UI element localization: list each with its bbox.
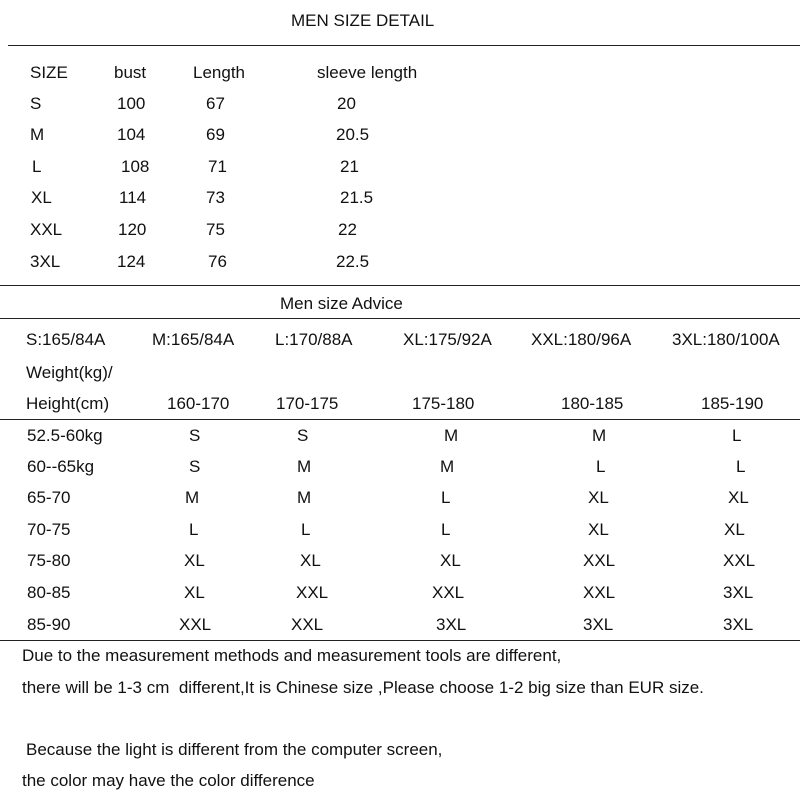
weight-cell: 60--65kg bbox=[27, 457, 95, 476]
size-cell: L bbox=[301, 520, 311, 539]
bust-cell: 124 bbox=[117, 252, 146, 271]
bust-cell: 108 bbox=[121, 157, 150, 176]
length-cell: 67 bbox=[206, 94, 225, 113]
height-range: 180-185 bbox=[561, 394, 624, 413]
size-cell: XL bbox=[440, 551, 461, 570]
divider-advice bbox=[0, 318, 800, 319]
size-code: 3XL:180/100A bbox=[672, 330, 780, 349]
weight-cell: 85-90 bbox=[27, 615, 71, 634]
size-code: M:165/84A bbox=[152, 330, 235, 349]
size-cell: 3XL bbox=[723, 615, 754, 634]
size-cell: L bbox=[732, 426, 742, 445]
bust-cell: 114 bbox=[119, 188, 147, 207]
size-cell: XL bbox=[588, 520, 609, 539]
size-cell: M bbox=[440, 457, 455, 476]
bust-cell: 120 bbox=[118, 220, 147, 239]
size-cell: L bbox=[32, 157, 42, 176]
size-cell: XXL bbox=[583, 551, 616, 570]
size-code: XL:175/92A bbox=[403, 330, 492, 349]
height-range: 170-175 bbox=[276, 394, 339, 413]
height-range: 160-170 bbox=[167, 394, 230, 413]
height-range: 185-190 bbox=[701, 394, 764, 413]
size-cell: XXL bbox=[291, 615, 324, 634]
size-cell: XXL bbox=[723, 551, 756, 570]
divider-advice-table bbox=[0, 419, 800, 420]
length-cell: 75 bbox=[206, 220, 225, 239]
size-cell: XXL bbox=[30, 220, 63, 239]
divider-mid bbox=[0, 285, 800, 286]
size-cell: XL bbox=[184, 583, 205, 602]
size-cell: M bbox=[592, 426, 607, 445]
bust-cell: 100 bbox=[117, 94, 146, 113]
size-cell: S bbox=[189, 426, 201, 445]
size-cell: XXL bbox=[296, 583, 329, 602]
size-cell: XL bbox=[300, 551, 321, 570]
size-cell: S bbox=[297, 426, 309, 445]
size-cell: 3XL bbox=[723, 583, 754, 602]
size-code: S:165/84A bbox=[26, 330, 106, 349]
size-cell: XL bbox=[184, 551, 205, 570]
sleeve-cell: 22 bbox=[338, 220, 357, 239]
header-length: Length bbox=[193, 63, 245, 82]
weight-cell: 65-70 bbox=[27, 488, 71, 507]
weight-cell: 75-80 bbox=[27, 551, 71, 570]
size-cell: L bbox=[441, 488, 451, 507]
sleeve-cell: 21 bbox=[340, 157, 359, 176]
size-cell: M bbox=[444, 426, 459, 445]
size-code: L:170/88A bbox=[275, 330, 353, 349]
note-line: the color may have the color difference bbox=[22, 771, 315, 790]
size-cell: S bbox=[30, 94, 42, 113]
sleeve-cell: 21.5 bbox=[340, 188, 374, 207]
size-cell: XXL bbox=[432, 583, 465, 602]
size-code: XXL:180/96A bbox=[531, 330, 632, 349]
size-cell: XL bbox=[31, 188, 52, 207]
header-bust: bust bbox=[114, 63, 147, 82]
sleeve-cell: 20 bbox=[337, 94, 356, 113]
header-size: SIZE bbox=[30, 63, 68, 82]
note-line: there will be 1-3 cm different,It is Chinese size ,Please choose 1-2 big size than EUR size. bbox=[22, 678, 704, 697]
size-cell: XL bbox=[588, 488, 609, 507]
size-cell: M bbox=[185, 488, 200, 507]
weight-height-label-line1: Weight(kg)/ bbox=[26, 363, 113, 382]
sleeve-cell: 22.5 bbox=[336, 252, 370, 271]
size-cell: XL bbox=[724, 520, 745, 539]
length-cell: 69 bbox=[206, 125, 225, 144]
length-cell: 76 bbox=[208, 252, 227, 271]
size-cell: S bbox=[189, 457, 201, 476]
weight-cell: 52.5-60kg bbox=[27, 426, 103, 445]
size-detail-title: MEN SIZE DETAIL bbox=[291, 11, 435, 30]
sleeve-cell: 20.5 bbox=[336, 125, 370, 144]
size-cell: XL bbox=[728, 488, 749, 507]
size-cell: M bbox=[30, 125, 45, 144]
divider-top bbox=[8, 45, 800, 46]
divider-bottom bbox=[0, 640, 800, 641]
size-cell: XXL bbox=[583, 583, 616, 602]
size-cell: 3XL bbox=[436, 615, 467, 634]
size-advice-title: Men size Advice bbox=[280, 294, 403, 313]
size-cell: 3XL bbox=[583, 615, 614, 634]
size-cell: L bbox=[736, 457, 746, 476]
length-cell: 71 bbox=[208, 157, 227, 176]
header-sleeve-length: sleeve length bbox=[317, 63, 418, 82]
weight-height-label-line2: Height(cm) bbox=[26, 394, 110, 413]
height-range: 175-180 bbox=[412, 394, 475, 413]
size-cell: 3XL bbox=[30, 252, 61, 271]
size-cell: L bbox=[596, 457, 606, 476]
size-cell: XXL bbox=[179, 615, 212, 634]
bust-cell: 104 bbox=[117, 125, 146, 144]
weight-cell: 80-85 bbox=[27, 583, 71, 602]
weight-cell: 70-75 bbox=[27, 520, 71, 539]
size-cell: M bbox=[297, 488, 312, 507]
length-cell: 73 bbox=[206, 188, 225, 207]
size-cell: L bbox=[189, 520, 199, 539]
size-cell: L bbox=[441, 520, 451, 539]
note-line: Because the light is different from the computer screen, bbox=[26, 740, 443, 759]
note-line: Due to the measurement methods and measurement tools are different, bbox=[22, 646, 562, 665]
size-cell: M bbox=[297, 457, 312, 476]
